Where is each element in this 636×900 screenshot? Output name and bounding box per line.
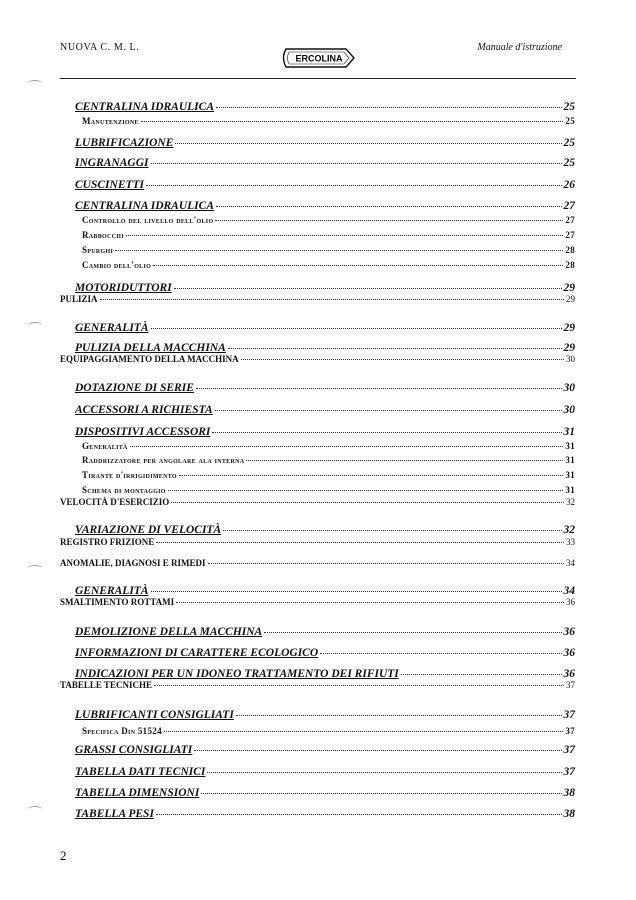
toc-entry-page: 31	[565, 485, 575, 495]
dot-leader	[196, 388, 562, 389]
dot-leader	[156, 542, 564, 543]
toc-entry	[75, 200, 575, 212]
toc-entry	[75, 382, 575, 394]
toc-entry-title: TABELLE TECNICHE	[60, 680, 152, 690]
dot-leader	[320, 653, 561, 654]
toc-entry	[75, 787, 575, 799]
toc-entry-title: DISPOSITIVI ACCESSORI	[75, 426, 211, 438]
toc-entry	[82, 455, 575, 465]
dot-leader	[171, 502, 564, 503]
toc-entry-title: DEMOLIZIONE DELLA MACCHINA	[75, 626, 263, 638]
dot-leader	[176, 602, 564, 603]
toc-entry	[75, 744, 575, 756]
punch-hole-mark	[28, 806, 42, 813]
toc-entry	[75, 322, 575, 334]
dot-leader	[241, 359, 564, 360]
toc-entry-page: 36	[563, 647, 575, 659]
toc-entry-title: DOTAZIONE DI SERIE	[75, 382, 194, 394]
toc-entry	[82, 441, 575, 451]
toc-entry-title: PULIZIA DELLA MACCHINA	[75, 342, 226, 354]
toc-entry-title: Generalità	[82, 441, 128, 451]
toc-entry-page: 29	[563, 342, 575, 354]
dot-leader	[401, 674, 562, 675]
toc-entry-title: Schema di montaggio	[82, 485, 166, 495]
toc-entry-title: TABELLA DIMENSIONI	[75, 787, 200, 799]
dot-leader	[194, 750, 561, 751]
toc-entry	[75, 179, 575, 191]
toc-entry-page: 37	[565, 726, 575, 736]
toc-entry-title: VARIAZIONE DI VELOCITÀ	[75, 524, 222, 536]
toc-entry-title: INGRANAGGI	[75, 157, 149, 169]
dot-leader	[246, 460, 563, 461]
toc-entry	[75, 342, 575, 354]
page-number: 2	[60, 848, 67, 863]
dot-leader	[151, 591, 562, 592]
dot-leader	[146, 185, 561, 186]
dot-leader	[130, 446, 564, 447]
toc-entry-title: CUSCINETTI	[75, 179, 145, 191]
toc-entry	[75, 524, 575, 536]
toc-entry-title: GENERALITÀ	[75, 322, 149, 334]
toc-entry	[82, 116, 575, 126]
toc-entry-title: CENTRALINA IDRAULICA	[75, 101, 214, 113]
dot-leader	[216, 107, 562, 108]
punch-hole-mark	[28, 565, 42, 572]
dot-leader	[212, 432, 561, 433]
toc-entry-page: 26	[563, 179, 575, 191]
toc-entry-title: TABELLA PESI	[75, 808, 154, 820]
toc-entry	[82, 245, 575, 255]
toc-entry-title: Cambio dell'olio	[82, 260, 152, 270]
toc-entry-title: Raddrizzatore per angolare ala interna	[82, 455, 245, 465]
toc-entry	[60, 294, 575, 304]
dot-leader	[179, 475, 564, 476]
toc-entry-page: 28	[565, 245, 575, 255]
toc-entry-page: 34	[566, 558, 575, 568]
dot-leader	[208, 563, 564, 564]
punch-hole-mark	[28, 80, 42, 87]
toc-entry-title: EQUIPAGGIAMENTO DELLA MACCHINA	[60, 354, 239, 364]
dot-leader	[201, 793, 561, 794]
toc-entry-title: INDICAZIONI PER UN IDONEO TRATTAMENTO DEI RIFIUTI	[75, 668, 399, 680]
toc-entry-title: MOTORIDUTTORI	[75, 282, 172, 294]
toc-entry	[82, 215, 575, 225]
toc-entry-page: 36	[566, 597, 575, 607]
dot-leader	[151, 163, 562, 164]
toc-entry-page: 27	[565, 230, 575, 240]
dot-leader	[151, 328, 562, 329]
dot-leader	[153, 265, 563, 266]
toc-entry-title: INFORMAZIONI DI CARATTERE ECOLOGICO	[75, 647, 319, 659]
dot-leader	[174, 288, 562, 289]
toc-entry-page: 36	[563, 668, 575, 680]
toc-entry	[60, 597, 575, 607]
toc-entry-page: 38	[563, 787, 575, 799]
toc-entry-page: 31	[565, 441, 575, 451]
toc-entry-title: GRASSI CONSIGLIATI	[75, 744, 193, 756]
dot-leader	[264, 632, 561, 633]
toc-entry	[75, 808, 575, 820]
toc-entry	[82, 726, 575, 736]
toc-entry-page: 27	[565, 215, 575, 225]
toc-entry-page: 25	[563, 157, 575, 169]
toc-entry	[82, 470, 575, 480]
toc-entry-title: LUBRIFICANTI CONSIGLIATI	[75, 709, 234, 721]
toc-entry-page: 37	[563, 766, 575, 778]
header-company: NUOVA C. M. L.	[60, 42, 140, 53]
toc-entry	[60, 558, 575, 568]
toc-entry-page: 37	[563, 744, 575, 756]
toc-entry-title: Specifica Din 51524	[82, 726, 162, 736]
dot-leader	[175, 143, 561, 144]
toc-entry-page: 25	[563, 101, 575, 113]
toc-entry	[75, 426, 575, 438]
toc-entry-title: CENTRALINA IDRAULICA	[75, 200, 214, 212]
toc-entry-title: ANOMALIE, DIAGNOSI E RIMEDI	[60, 558, 206, 568]
punch-hole-mark	[28, 322, 42, 329]
toc-entry-page: 29	[566, 294, 575, 304]
toc-entry-page: 27	[563, 200, 575, 212]
toc-entry	[82, 230, 575, 240]
toc-entry-page: 29	[563, 322, 575, 334]
dot-leader	[228, 348, 562, 349]
toc-entry-page: 32	[563, 524, 575, 536]
logo-text: ERCOLINA	[295, 53, 343, 64]
toc-entry	[75, 668, 575, 680]
dot-leader	[236, 715, 562, 716]
toc-entry	[82, 260, 575, 270]
dot-leader	[223, 530, 561, 531]
toc-entry-page: 25	[563, 137, 575, 149]
toc-entry-page: 29	[563, 282, 575, 294]
toc-entry-title: Manutenzione	[82, 116, 139, 126]
toc-entry-page: 37	[566, 680, 575, 690]
toc-entry-title: LUBRIFICAZIONE	[75, 137, 174, 149]
dot-leader	[215, 410, 562, 411]
toc-entry-title: Controllo del livello dell'olio	[82, 215, 214, 225]
toc-entry-page: 36	[563, 626, 575, 638]
toc-entry	[60, 497, 575, 507]
toc-entry	[75, 585, 575, 597]
toc-entry-title: TABELLA DATI TECNICI	[75, 766, 206, 778]
dot-leader	[154, 685, 564, 686]
toc-entry-title: Tirante d'irrigidimento	[82, 470, 177, 480]
toc-entry-title: SMALTIMENTO ROTTAMI	[60, 597, 175, 607]
toc-entry	[82, 485, 575, 495]
toc-entry	[75, 626, 575, 638]
toc-entry-page: 31	[563, 426, 575, 438]
toc-entry	[75, 647, 575, 659]
toc-entry	[60, 680, 575, 690]
toc-entry-page: 25	[565, 116, 575, 126]
toc-entry-page: 30	[563, 404, 575, 416]
dot-leader	[168, 490, 564, 491]
toc-entry-page: 31	[565, 470, 575, 480]
toc-entry-page: 33	[566, 537, 575, 547]
toc-entry-page: 28	[565, 260, 575, 270]
toc-entry	[75, 404, 575, 416]
dot-leader	[126, 235, 564, 236]
toc-entry	[60, 354, 575, 364]
toc-entry-title: GENERALITÀ	[75, 585, 149, 597]
toc-entry-title: VELOCITÀ D'ESERCIZIO	[60, 497, 170, 507]
toc-entry	[75, 709, 575, 721]
toc-entry	[75, 101, 575, 113]
dot-leader	[215, 220, 563, 221]
toc-entry-title: ACCESSORI A RICHIESTA	[75, 404, 213, 416]
dot-leader	[216, 206, 562, 207]
dot-leader	[156, 814, 562, 815]
toc-entry-title: REGISTRO FRIZIONE	[60, 537, 155, 547]
toc-entry-page: 31	[565, 455, 575, 465]
toc-entry	[60, 537, 575, 547]
toc-entry	[75, 157, 575, 169]
toc-entry-page: 37	[563, 709, 575, 721]
header-manual-title: Manuale d'istruzione	[477, 42, 562, 53]
dot-leader	[164, 731, 564, 732]
toc-entry-page: 30	[566, 354, 575, 364]
dot-leader	[115, 250, 563, 251]
toc-entry-page: 32	[566, 497, 575, 507]
toc-entry-title: Rabbocchi	[82, 230, 124, 240]
toc-entry-title: PULIZIA	[60, 294, 98, 304]
toc-entry-page: 38	[563, 808, 575, 820]
dot-leader	[207, 772, 561, 773]
toc-entry-page: 30	[563, 382, 575, 394]
toc-entry	[75, 137, 575, 149]
dot-leader	[141, 121, 564, 122]
dot-leader	[100, 299, 564, 300]
toc-entry-page: 34	[563, 585, 575, 597]
toc-entry-title: Spurghi	[82, 245, 114, 255]
toc-entry	[75, 766, 575, 778]
toc-entry	[75, 282, 575, 294]
